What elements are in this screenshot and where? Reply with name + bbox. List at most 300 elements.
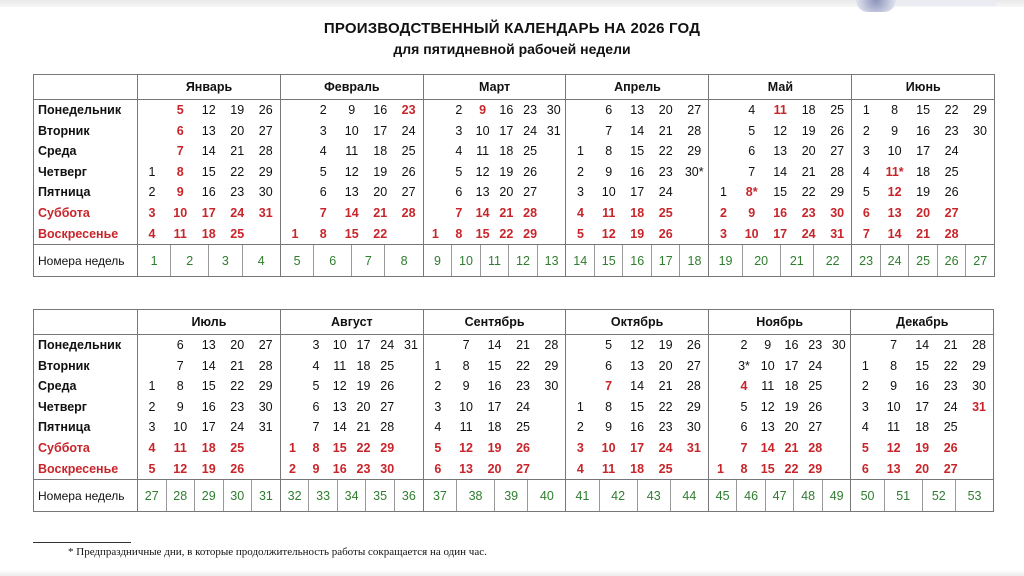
- day-cell: 28: [944, 226, 959, 241]
- day-cell: 11: [887, 420, 901, 435]
- day-cell: 7: [319, 205, 327, 220]
- week-number: 15: [594, 245, 623, 277]
- day-cell: 19: [658, 338, 673, 352]
- day-cell: 8: [605, 144, 613, 159]
- day-cell: 12: [630, 338, 645, 352]
- day-cell: [709, 141, 738, 162]
- day-cell: 26: [230, 461, 245, 476]
- day-cell: 2: [280, 459, 304, 480]
- day-cell: 20: [230, 338, 245, 352]
- day-cell: 21: [658, 123, 673, 138]
- month-header-row: [34, 310, 994, 335]
- day-cell: 7: [312, 420, 320, 435]
- day-cell: 19: [201, 461, 216, 476]
- logo-icon: [856, 0, 896, 12]
- day-cell: 8: [176, 164, 184, 179]
- day-cell: 2: [709, 203, 738, 224]
- day-cell: [280, 121, 309, 142]
- day-cell: 15: [344, 226, 359, 241]
- day-cell: 13: [459, 461, 474, 476]
- day-cell: 11: [602, 461, 616, 476]
- header-corner: [34, 310, 138, 335]
- day-cell: 11*: [885, 164, 904, 179]
- day-cell: 26: [516, 440, 531, 455]
- day-cell: 19: [915, 440, 930, 455]
- day-cell: 28: [401, 205, 416, 220]
- day-cell: [252, 224, 281, 245]
- weekday-label: Среда: [34, 141, 138, 162]
- day-cell: 3: [319, 123, 327, 138]
- day-cell: [542, 224, 566, 245]
- day-cell: 1: [138, 376, 167, 397]
- day-cell: 12: [459, 440, 474, 455]
- day-cell: 6: [605, 358, 613, 373]
- day-cell: 17: [487, 399, 502, 414]
- day-cell: 10: [760, 358, 775, 373]
- week-number: 16: [623, 245, 652, 277]
- page-title: ПРОИЗВОДСТВЕННЫЙ КАЛЕНДАРЬ НА 2026 ГОД: [323, 20, 701, 37]
- day-cell: 19: [916, 185, 931, 200]
- week-number: 40: [528, 480, 566, 512]
- header-corner: [34, 75, 138, 100]
- day-cell: [138, 100, 167, 121]
- month-header-row: [34, 75, 995, 100]
- month-name: Июль: [138, 310, 281, 335]
- day-cell: 14: [344, 205, 359, 220]
- day-cell: 30: [966, 121, 995, 142]
- day-cell: 27: [258, 338, 273, 352]
- day-cell: 25: [401, 144, 416, 159]
- day-cell: 6: [852, 203, 881, 224]
- day-cell: 2: [423, 376, 452, 397]
- day-cell: 13: [630, 358, 645, 373]
- day-cell: 29: [258, 379, 273, 394]
- day-cell: 17: [916, 144, 931, 159]
- day-cell: 9: [348, 103, 356, 117]
- day-cell: 29: [966, 100, 995, 121]
- month-name: Апрель: [566, 75, 709, 100]
- week-number: 14: [566, 245, 595, 277]
- day-cell: 27: [258, 123, 273, 138]
- day-cell: [138, 335, 167, 356]
- day-cell: 25: [943, 420, 958, 435]
- day-cell: 13: [332, 399, 347, 414]
- day-cell: 20: [801, 144, 816, 159]
- day-cell: 11: [602, 205, 616, 220]
- day-cell: [827, 438, 851, 459]
- day-cell: 25: [523, 144, 538, 159]
- weekday-row: [34, 376, 994, 397]
- day-cell: 15: [630, 399, 645, 414]
- week-number: 8: [385, 245, 423, 277]
- day-cell: 13: [886, 461, 901, 476]
- day-cell: 18: [916, 164, 931, 179]
- calendar-first-half: [33, 74, 995, 277]
- day-cell: 6: [748, 144, 756, 159]
- logo-caption: [896, 0, 996, 6]
- day-cell: 19: [373, 164, 388, 179]
- day-cell: [851, 335, 880, 356]
- day-cell: 9: [462, 379, 470, 394]
- day-cell: 13: [887, 205, 902, 220]
- month-name: Январь: [138, 75, 281, 100]
- week-number: 26: [937, 245, 966, 277]
- day-cell: 18: [630, 205, 645, 220]
- week-number: 24: [880, 245, 909, 277]
- day-cell: 9: [479, 103, 487, 117]
- day-cell: 21: [801, 164, 816, 179]
- day-cell: 5: [423, 438, 452, 459]
- day-cell: [399, 459, 423, 480]
- day-cell: [566, 356, 595, 377]
- month-name: Октябрь: [566, 310, 709, 335]
- day-cell: 11: [333, 358, 347, 373]
- day-cell: 5: [566, 224, 595, 245]
- day-cell: 26: [380, 379, 395, 394]
- week-number: 7: [352, 245, 385, 277]
- day-cell: 18: [630, 461, 645, 476]
- day-cell: [542, 141, 566, 162]
- month-name: Август: [280, 310, 423, 335]
- week-number: 12: [509, 245, 538, 277]
- weekday-label: Понедельник: [34, 335, 138, 356]
- day-cell: 14: [760, 440, 775, 455]
- day-cell: 3*: [738, 358, 750, 373]
- day-cell: 14: [487, 338, 502, 352]
- weekday-row: [34, 121, 995, 142]
- day-cell: [966, 224, 995, 245]
- week-number: 27: [966, 245, 995, 277]
- day-cell: 7: [852, 224, 881, 245]
- week-number: 32: [280, 480, 309, 512]
- week-number: 30: [223, 480, 252, 512]
- day-cell: 2: [319, 103, 327, 117]
- week-number: 42: [599, 480, 637, 512]
- day-cell: 14: [475, 205, 490, 220]
- day-cell: 25: [658, 461, 673, 476]
- day-cell: 23: [230, 399, 245, 414]
- weekday-row: [34, 335, 994, 356]
- day-cell: 16: [499, 103, 514, 117]
- day-cell: 27: [943, 461, 958, 476]
- day-cell: 13: [760, 420, 775, 435]
- week-numbers-label: Номера недель: [34, 245, 138, 277]
- day-cell: 25: [658, 205, 673, 220]
- day-cell: 4: [319, 144, 327, 159]
- day-cell: 19: [230, 103, 245, 117]
- weekday-row: [34, 224, 995, 245]
- day-cell: [423, 162, 447, 183]
- day-cell: 25: [516, 420, 531, 435]
- day-cell: 30: [965, 376, 994, 397]
- day-cell: 16: [332, 461, 347, 476]
- day-cell: 1: [423, 356, 452, 377]
- week-number: 9: [423, 245, 452, 277]
- day-cell: 24: [808, 358, 823, 373]
- week-number: 17: [651, 245, 680, 277]
- day-cell: [252, 438, 281, 459]
- day-cell: 30: [546, 103, 561, 117]
- day-cell: 1: [138, 162, 167, 183]
- day-cell: 22: [658, 144, 673, 159]
- week-number: 22: [813, 245, 851, 277]
- weekday-label: Воскресенье: [34, 459, 138, 480]
- day-cell: 25: [230, 226, 245, 241]
- day-cell: 26: [523, 164, 538, 179]
- day-cell: 1: [423, 224, 447, 245]
- day-cell: 27: [523, 185, 538, 200]
- day-cell: 6: [423, 459, 452, 480]
- day-cell: 10: [601, 440, 616, 455]
- weekday-row: [34, 438, 994, 459]
- day-cell: [423, 182, 447, 203]
- week-number: 3: [209, 245, 242, 277]
- weekday-label: Четверг: [34, 397, 138, 418]
- day-cell: 23: [516, 379, 531, 394]
- day-cell: 24: [523, 123, 538, 138]
- day-cell: 28: [258, 144, 273, 159]
- day-cell: [280, 162, 309, 183]
- day-cell: 30*: [684, 164, 704, 179]
- day-cell: 3: [138, 417, 167, 438]
- day-cell: 24: [944, 144, 959, 159]
- day-cell: 31: [258, 205, 273, 220]
- day-cell: 28: [258, 358, 273, 373]
- day-cell: 14: [630, 123, 645, 138]
- day-cell: 15: [760, 461, 775, 476]
- week-number: 52: [922, 480, 955, 512]
- day-cell: 20: [356, 399, 371, 414]
- day-cell: 21: [784, 440, 799, 455]
- day-cell: 3: [455, 123, 463, 138]
- day-cell: 4: [566, 203, 595, 224]
- day-cell: 19: [356, 379, 371, 394]
- week-number: 28: [166, 480, 195, 512]
- day-cell: 25: [230, 440, 245, 455]
- day-cell: 28: [523, 205, 538, 220]
- day-cell: 7: [176, 358, 184, 373]
- weekday-row: [34, 203, 995, 224]
- day-cell: 4: [740, 379, 748, 394]
- day-cell: 12: [201, 103, 216, 117]
- week-number: 41: [566, 480, 599, 512]
- day-cell: 2: [455, 103, 463, 117]
- day-cell: 5: [176, 103, 184, 117]
- day-cell: 14: [773, 164, 788, 179]
- day-cell: 10: [475, 123, 490, 138]
- day-cell: 10: [344, 123, 359, 138]
- day-cell: 27: [380, 399, 395, 414]
- day-cell: 22: [499, 226, 514, 241]
- day-cell: [709, 100, 738, 121]
- day-cell: 21: [356, 420, 371, 435]
- day-cell: 14: [630, 379, 645, 394]
- month-name: Март: [423, 75, 566, 100]
- day-cell: [680, 224, 709, 245]
- day-cell: 9: [748, 205, 756, 220]
- day-cell: 24: [801, 226, 816, 241]
- day-cell: 12: [344, 164, 359, 179]
- day-cell: 8: [312, 440, 320, 455]
- day-cell: 22: [784, 461, 799, 476]
- day-cell: 23: [801, 205, 816, 220]
- weekday-row: [34, 182, 995, 203]
- day-cell: 25: [380, 358, 395, 373]
- week-number: 21: [780, 245, 813, 277]
- day-cell: [542, 162, 566, 183]
- day-cell: 27: [687, 103, 702, 117]
- day-cell: 27: [401, 185, 416, 200]
- day-cell: 3: [312, 338, 320, 352]
- day-cell: 7: [605, 123, 613, 138]
- month-name: Июнь: [852, 75, 995, 100]
- day-cell: 29: [523, 226, 538, 241]
- day-cell: 19: [499, 164, 514, 179]
- month-name: Февраль: [280, 75, 423, 100]
- page-subtitle: для пятидневной рабочей недели: [393, 41, 631, 57]
- day-cell: [138, 121, 167, 142]
- day-cell: 22: [356, 440, 371, 455]
- day-cell: 16: [916, 123, 931, 138]
- day-cell: [280, 397, 304, 418]
- weekday-row: [34, 162, 995, 183]
- day-cell: 4: [423, 417, 452, 438]
- day-cell: [965, 459, 994, 480]
- day-cell: [280, 417, 304, 438]
- day-cell: 12: [760, 399, 775, 414]
- day-cell: [966, 162, 995, 183]
- day-cell: [827, 376, 851, 397]
- day-cell: 14: [915, 338, 930, 352]
- day-cell: 4: [852, 162, 881, 183]
- week-numbers-label: Номера недель: [34, 480, 138, 512]
- week-number: 48: [794, 480, 823, 512]
- week-number: 44: [670, 480, 708, 512]
- day-cell: 18: [487, 420, 502, 435]
- day-cell: 15: [630, 144, 645, 159]
- day-cell: 23: [523, 103, 538, 117]
- day-cell: 31: [258, 420, 273, 435]
- day-cell: [537, 417, 566, 438]
- day-cell: 16: [773, 205, 788, 220]
- day-cell: 28: [686, 379, 701, 394]
- day-cell: 4: [455, 144, 463, 159]
- day-cell: 10: [744, 226, 759, 241]
- week-number: 10: [452, 245, 481, 277]
- day-cell: 13: [630, 103, 645, 117]
- weekday-label: Понедельник: [34, 100, 138, 121]
- day-cell: 17: [201, 420, 216, 435]
- day-cell: 9: [176, 399, 184, 414]
- day-cell: 30: [686, 420, 701, 435]
- day-cell: [423, 121, 447, 142]
- weekday-label: Вторник: [34, 121, 138, 142]
- day-cell: 3: [423, 397, 452, 418]
- calendar-second-half: [33, 309, 994, 512]
- day-cell: 28: [544, 338, 559, 352]
- day-cell: [138, 356, 167, 377]
- day-cell: [566, 121, 595, 142]
- day-cell: 13: [201, 123, 216, 138]
- week-number: 1: [138, 245, 171, 277]
- weekday-label: Суббота: [34, 438, 138, 459]
- day-cell: 11: [345, 144, 359, 159]
- week-number: 53: [955, 480, 993, 512]
- day-cell: 15: [916, 103, 931, 117]
- day-cell: [708, 417, 732, 438]
- week-number: 11: [480, 245, 509, 277]
- day-cell: 18: [499, 144, 514, 159]
- day-cell: 26: [830, 123, 845, 138]
- day-cell: 29: [830, 185, 845, 200]
- day-cell: 29: [687, 144, 702, 159]
- week-number: 43: [637, 480, 670, 512]
- day-cell: 25: [830, 103, 845, 117]
- day-cell: 15: [201, 164, 216, 179]
- day-cell: 17: [630, 440, 645, 455]
- day-cell: [827, 397, 851, 418]
- day-cell: 8: [891, 103, 899, 117]
- week-number: 25: [909, 245, 938, 277]
- day-cell: 4: [138, 224, 167, 245]
- day-cell: 4: [851, 417, 880, 438]
- day-cell: 28: [830, 164, 845, 179]
- day-cell: 3: [709, 224, 738, 245]
- day-cell: 2: [566, 162, 595, 183]
- day-cell: 23: [401, 103, 416, 117]
- day-cell: 9: [890, 379, 898, 394]
- day-cell: 11: [476, 144, 490, 159]
- day-cell: 20: [658, 358, 673, 373]
- day-cell: 28: [808, 440, 823, 455]
- day-cell: 27: [830, 144, 845, 159]
- day-cell: 17: [356, 338, 371, 352]
- day-cell: 9: [605, 420, 613, 435]
- day-cell: 8*: [745, 185, 758, 200]
- day-cell: 31: [686, 440, 701, 455]
- day-cell: 16: [201, 185, 216, 200]
- day-cell: 23: [944, 123, 959, 138]
- week-number: 27: [138, 480, 167, 512]
- day-cell: 22: [516, 358, 531, 373]
- day-cell: 31: [546, 123, 561, 138]
- day-cell: 3: [851, 397, 880, 418]
- day-cell: 13: [475, 185, 490, 200]
- day-cell: 17: [630, 185, 645, 200]
- day-cell: 19: [784, 399, 799, 414]
- day-cell: 14: [332, 420, 347, 435]
- day-cell: 14: [201, 358, 216, 373]
- day-cell: 17: [784, 358, 799, 373]
- day-cell: 28: [687, 123, 702, 138]
- day-cell: 2: [740, 338, 748, 352]
- week-number: 2: [171, 245, 209, 277]
- day-cell: 4: [566, 459, 595, 480]
- week-number: 4: [242, 245, 280, 277]
- day-cell: 23: [943, 379, 958, 394]
- day-cell: 10: [886, 399, 901, 414]
- day-cell: 18: [201, 226, 216, 241]
- week-number: 23: [852, 245, 881, 277]
- day-cell: 22: [801, 185, 816, 200]
- day-cell: 2: [138, 397, 167, 418]
- day-cell: [423, 203, 447, 224]
- day-cell: 18: [201, 440, 216, 455]
- day-cell: 23: [230, 185, 245, 200]
- day-cell: 29: [380, 440, 395, 455]
- week-number: 29: [195, 480, 224, 512]
- day-cell: 2: [852, 121, 881, 142]
